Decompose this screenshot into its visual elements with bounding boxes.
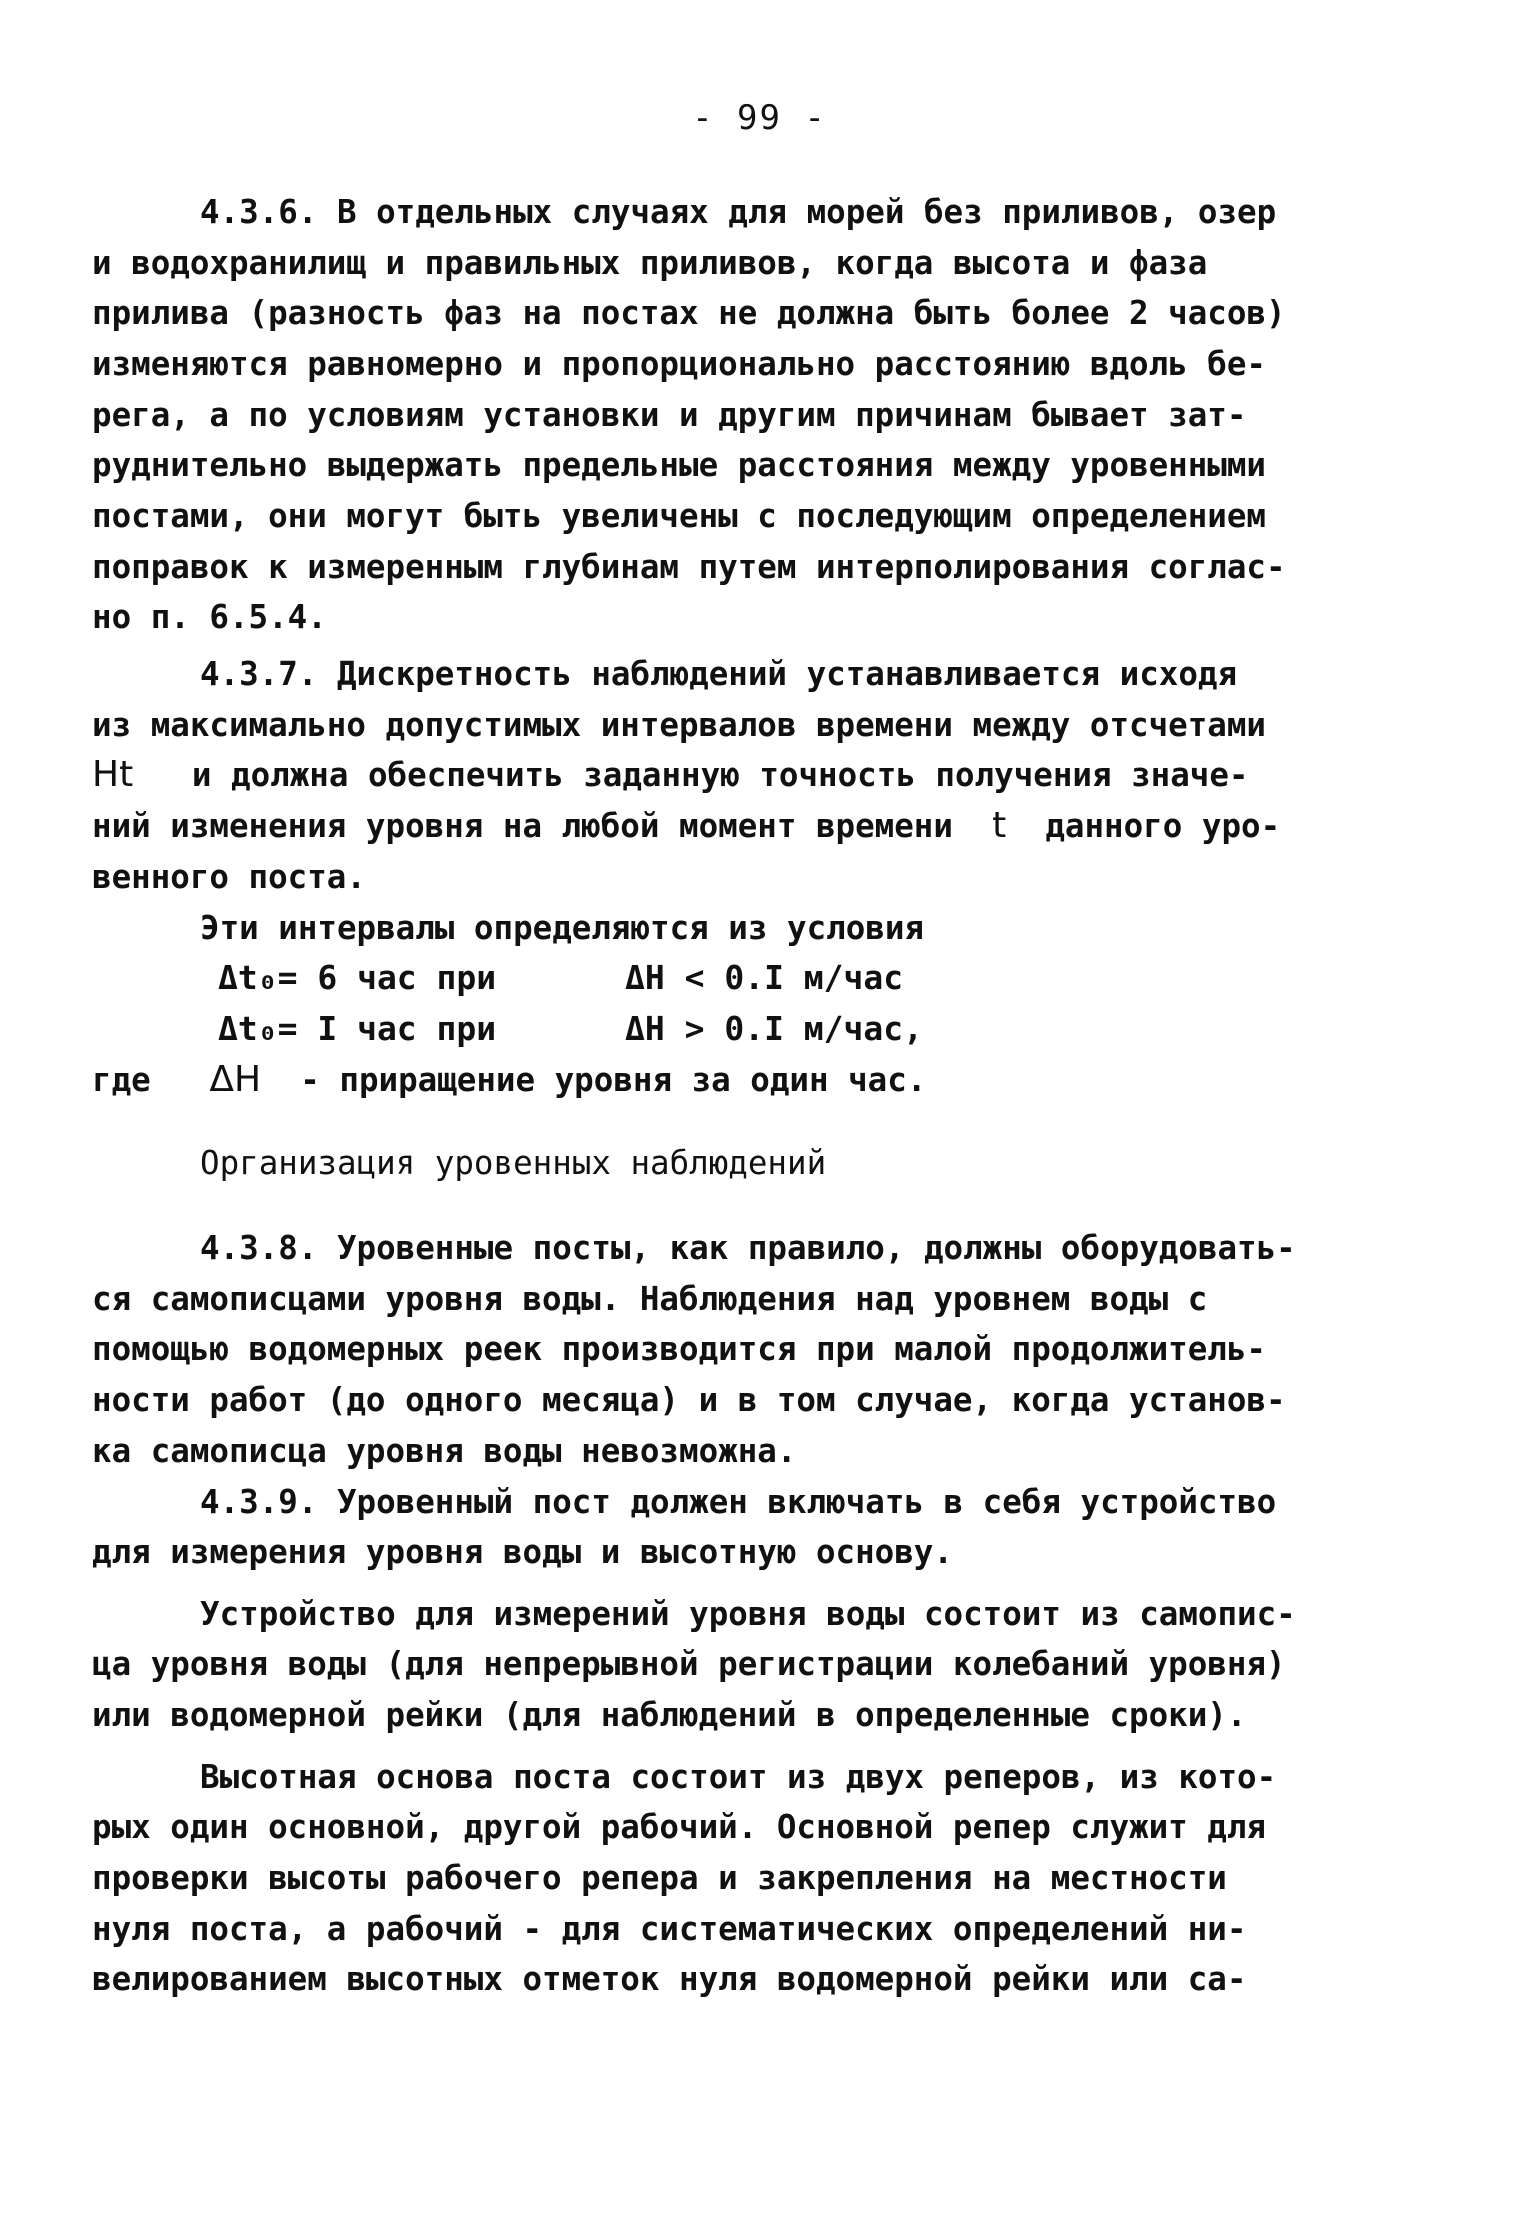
paragraph-4-3-7-line-3-text: и должна обеспечить заданную точность получения значе- bbox=[191, 756, 1249, 794]
paragraph-4-3-7-line-4-b: данного уро- bbox=[1045, 807, 1281, 845]
formula-2-rhs: ΔH > 0.I м/час, bbox=[625, 1009, 924, 1048]
paragraph-4-3-9-line-1: 4.3.9. Уровенный пост должен включать в себя устройство bbox=[200, 1483, 1277, 1521]
paragraph-4-3-6-line-1: 4.3.6. В отдельных случаях для морей без приливов, озер bbox=[200, 193, 1277, 231]
paragraph-4-3-6-line-4: изменяются равномерно и пропорционально расстоянию вдоль бе- bbox=[92, 345, 1266, 383]
paragraph-base-line-3: проверки высоты рабочего репера и закрепления на местности bbox=[92, 1859, 1227, 1897]
paragraph-4-3-6-line-2: и водохранилищ и правильных приливов, когда высота и фаза bbox=[92, 244, 1208, 282]
paragraph-base-line-2: рых один основной, другой рабочий. Основной репер служит для bbox=[92, 1808, 1266, 1846]
paragraph-4-3-8-line-1: 4.3.8. Уровенные посты, как правило, должны оборудовать- bbox=[200, 1229, 1296, 1267]
paragraph-4-3-7-line-5: венного поста. bbox=[92, 858, 366, 896]
paragraph-base-line-5: велированием высотных отметок нуля водомерной рейки или са- bbox=[92, 1960, 1247, 1998]
paragraph-4-3-6-line-3: прилива (разность фаз на постах не должна быть более 2 часов) bbox=[92, 294, 1286, 332]
paragraph-base-line-4: нуля поста, а рабочий - для систематических определений ни- bbox=[92, 1910, 1247, 1948]
paragraph-4-3-7-line-4-a: ний изменения уровня на любой момент времени bbox=[92, 807, 953, 845]
formula-1-lhs: Δt₀= 6 час при bbox=[218, 958, 497, 997]
paragraph-4-3-8-line-5: ка самописца уровня воды невозможна. bbox=[92, 1432, 797, 1470]
paragraph-4-3-7-line-6: Эти интервалы определяются из условия bbox=[200, 909, 924, 947]
where-word: где bbox=[92, 1061, 151, 1099]
paragraph-4-3-6-line-9: но п. 6.5.4. bbox=[92, 598, 327, 636]
paragraph-4-3-7-line-3 bbox=[92, 755, 1249, 795]
where-text: - приращение уровня за один час. bbox=[300, 1061, 927, 1099]
paragraph-4-3-7-line-2: из максимально допустимых интервалов времени между отсчетами bbox=[92, 706, 1266, 744]
paragraph-4-3-6-line-6: руднительно выдержать предельные расстояния между уровенными bbox=[92, 446, 1266, 484]
paragraph-device-line-1: Устройство для измерений уровня воды состоит из самопис- bbox=[200, 1595, 1296, 1633]
paragraph-4-3-8-line-2: ся самописцами уровня воды. Наблюдения над уровнем воды с bbox=[92, 1280, 1208, 1318]
paragraph-4-3-8-line-3: помощью водомерных реек производится при малой продолжитель- bbox=[92, 1330, 1266, 1368]
symbol-ht: Ht bbox=[92, 754, 134, 795]
paragraph-device-line-3: или водомерной рейки (для наблюдений в определенные сроки). bbox=[92, 1696, 1247, 1734]
section-heading: Организация уровенных наблюдений bbox=[200, 1144, 827, 1182]
paragraph-4-3-7-line-1: 4.3.7. Дискретность наблюдений устанавливается исходя bbox=[200, 655, 1238, 693]
where-line bbox=[92, 1060, 926, 1100]
page-number: - 99 - bbox=[692, 98, 827, 138]
paragraph-4-3-8-line-4: ности работ (до одного месяца) и в том случае, когда установ- bbox=[92, 1381, 1286, 1419]
formula-1-rhs: ΔH < 0.I м/час bbox=[625, 958, 904, 997]
symbol-delta-h: ΔH bbox=[209, 1059, 262, 1100]
paragraph-4-3-9-line-2: для измерения уровня воды и высотную основу. bbox=[92, 1533, 953, 1571]
paragraph-4-3-6-line-7: постами, они могут быть увеличены с последующим определением bbox=[92, 497, 1266, 535]
symbol-t: t bbox=[992, 805, 1007, 846]
paragraph-base-line-1: Высотная основа поста состоит из двух реперов, из кото- bbox=[200, 1758, 1277, 1796]
paragraph-4-3-6-line-5: рега, а по условиям установки и другим причинам бывает зат- bbox=[92, 396, 1247, 434]
paragraph-device-line-2: ца уровня воды (для непрерывной регистрации колебаний уровня) bbox=[92, 1645, 1286, 1683]
paragraph-4-3-7-line-4 bbox=[92, 806, 1280, 846]
formula-2-lhs: Δt₀= I час при bbox=[218, 1009, 497, 1048]
paragraph-4-3-6-line-8: поправок к измеренным глубинам путем интерполирования соглас- bbox=[92, 548, 1286, 586]
